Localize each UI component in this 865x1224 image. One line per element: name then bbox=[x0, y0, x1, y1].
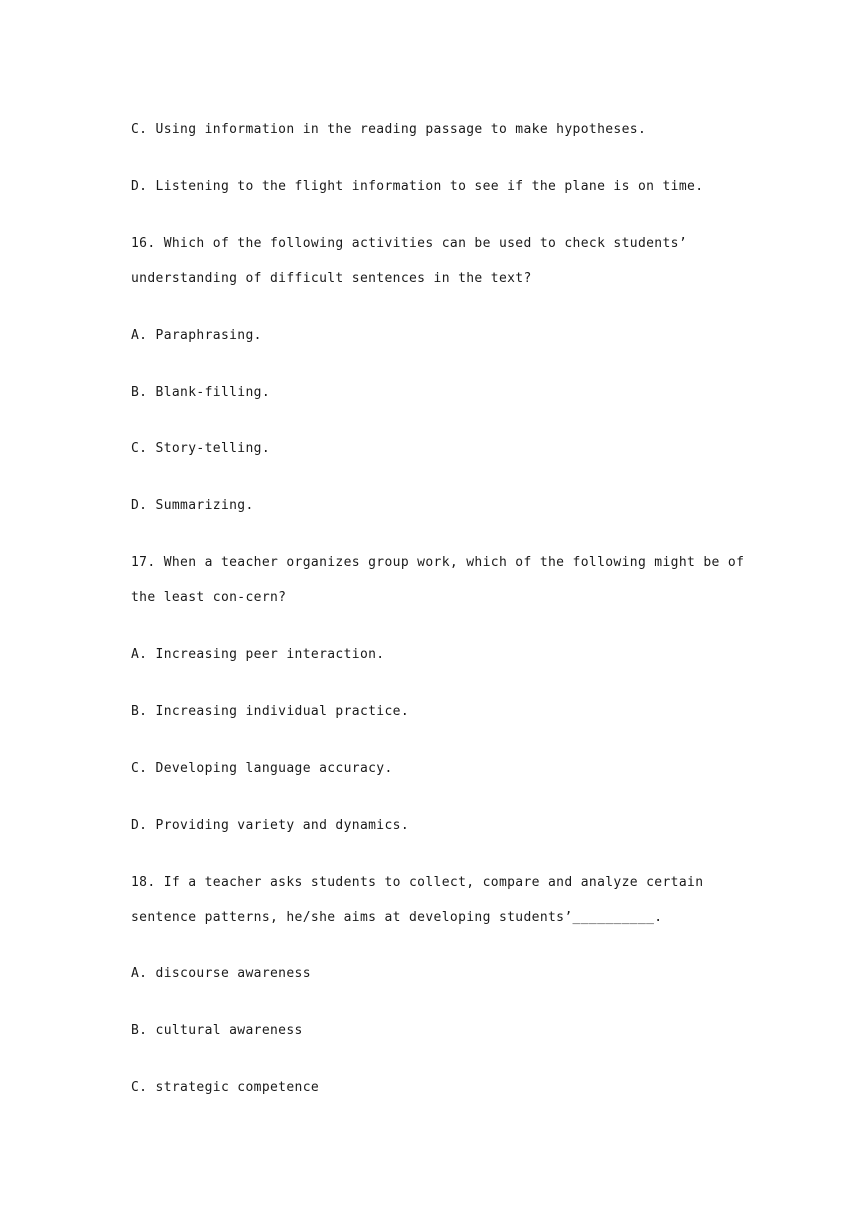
q17-option-a: A. Increasing peer interaction. bbox=[131, 647, 385, 662]
q17-option-c: C. Developing language accuracy. bbox=[131, 761, 393, 776]
q16-option-a: A. Paraphrasing. bbox=[131, 328, 262, 343]
q18-option-b: B. cultural awareness bbox=[131, 1023, 303, 1038]
q17-question-line-2: the least con-cern? bbox=[131, 590, 287, 605]
q18-option-a: A. discourse awareness bbox=[131, 966, 311, 981]
q16-option-c: C. Story-telling. bbox=[131, 441, 271, 456]
q16-question-line-2: understanding of difficult sentences in the text? bbox=[131, 271, 532, 286]
q18-question-line-1: 18. If a teacher asks students to collect, compare and analyze certain bbox=[131, 875, 704, 890]
q17-question-line-1: 17. When a teacher organizes group work, which of the following might be of bbox=[131, 555, 745, 570]
q18-question-line-2: sentence patterns, he/she aims at developing students’__________. bbox=[131, 910, 663, 925]
q18-option-c: C. strategic competence bbox=[131, 1080, 320, 1095]
q16-option-b: B. Blank-filling. bbox=[131, 385, 271, 400]
q16-option-d: D. Summarizing. bbox=[131, 498, 254, 513]
q17-option-b: B. Increasing individual practice. bbox=[131, 704, 410, 719]
q16-question-line-1: 16. Which of the following activities can be used to check students’ bbox=[131, 236, 688, 251]
q15-option-c: C. Using information in the reading passage to make hypotheses. bbox=[131, 122, 647, 137]
q17-option-d: D. Providing variety and dynamics. bbox=[131, 818, 410, 833]
q15-option-d: D. Listening to the flight information to see if the plane is on time. bbox=[131, 179, 704, 194]
